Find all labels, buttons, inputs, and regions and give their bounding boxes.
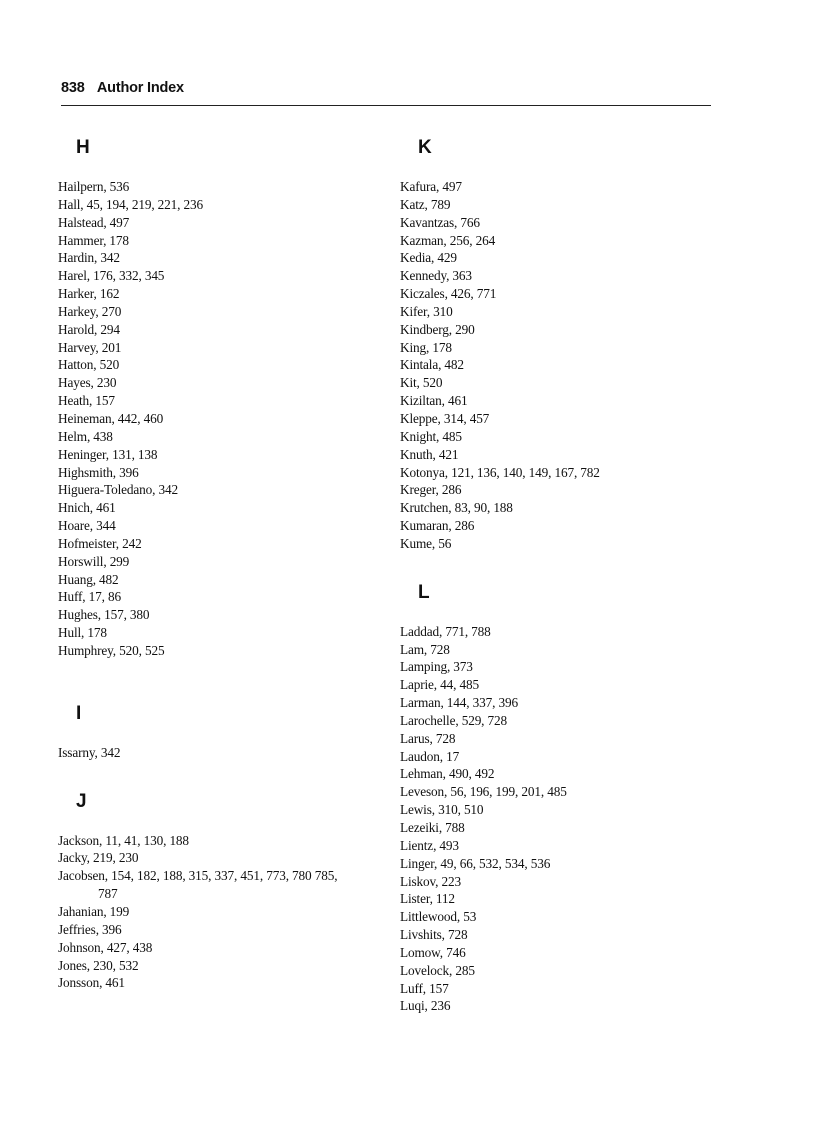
index-entry: Larochelle, 529, 728 [400,712,508,728]
index-entry: Knight, 485 [400,428,462,444]
index-entry: King, 178 [400,339,452,355]
section-letter-j: J [76,790,87,812]
page-header [61,80,184,96]
index-entry: Jackson, 11, 41, 130, 188 [58,832,189,848]
index-entry: Heath, 157 [58,393,115,409]
right-column [400,136,740,1015]
index-entry: Lewis, 310, 510 [400,802,484,818]
index-entry: Jacky, 219, 230 [58,850,139,866]
index-entry: Jeffries, 396 [58,921,122,937]
index-entry: Littlewood, 53 [400,909,477,925]
index-entry: Hatton, 520 [58,357,120,373]
index-entry: Hayes, 230 [58,375,117,391]
index-entry: Harold, 294 [58,321,120,337]
index-entry: Kumaran, 286 [400,518,475,534]
section-letter-i: I [76,702,82,724]
index-entry: Jacobsen, 154, 182, 188, 315, 337, 451, 773, 780 785, 787 [58,868,338,902]
section-letter-k: K [418,137,432,158]
index-entry: Kedia, 429 [400,250,457,266]
index-entry: Kintala, 482 [400,357,464,373]
index-entry: Huff, 17, 86 [58,589,121,605]
index-entry: Larus, 728 [400,730,456,746]
index-entry: Larman, 144, 337, 396 [400,695,518,711]
index-entry: Heineman, 442, 460 [58,410,164,426]
index-entry: Liskov, 223 [400,873,462,889]
index-entry: Kotonya, 121, 136, 140, 149, 167, 782 [400,464,600,480]
index-entry: Issarny, 342 [58,744,121,760]
index-entry: Kindberg, 290 [400,321,475,337]
index-entry: Laprie, 44, 485 [400,677,479,693]
entries-l [400,623,740,1016]
index-entry: Kit, 520 [400,375,443,391]
index-entry: Lamping, 373 [400,659,473,675]
index-entry: Helm, 438 [58,428,113,444]
index-entry: Lezeiki, 788 [400,820,465,835]
index-entry: Humphrey, 520, 525 [58,642,165,658]
entries-i [58,744,388,762]
index-entry: Hofmeister, 242 [58,535,142,551]
index-entry: Kleppe, 314, 457 [400,410,490,426]
index-entry: Hammer, 178 [58,232,129,248]
index-entry: Harvey, 201 [58,339,122,355]
index-entry: Harker, 162 [58,286,120,302]
index-entry: Johnson, 427, 438 [58,939,153,955]
entries-k [400,178,740,553]
index-entry: Hull, 178 [58,625,107,641]
index-entry: Luff, 157 [400,980,449,996]
index-entry: Lomow, 746 [400,944,466,960]
index-entry: Laddad, 771, 788 [400,623,491,639]
index-entry: Krutchen, 83, 90, 188 [400,500,513,516]
index-entry: Knuth, 421 [400,446,459,462]
index-entry: Luqi, 236 [400,998,451,1014]
index-entry: Higuera-Toledano, 342 [58,482,178,498]
index-entry: Halstead, 497 [58,214,130,230]
index-entry: Kazman, 256, 264 [400,232,496,248]
index-entry: Lehman, 490, 492 [400,766,495,782]
index-entry: Lientz, 493 [400,837,459,853]
index-entry: Lister, 112 [400,891,455,907]
entries-h [58,178,388,660]
index-entry: Kiczales, 426, 771 [400,286,497,302]
section-letter-l: L [418,581,430,603]
index-entry: Hoare, 344 [58,518,116,534]
index-entry: Laudon, 17 [400,748,460,764]
section-letter-h: H [76,137,90,158]
header-rule [61,105,711,106]
index-entry: Harel, 176, 332, 345 [58,268,165,284]
index-entry: Kennedy, 363 [400,268,472,284]
page-title: Author Index [96,80,184,96]
index-entry: Jahanian, 199 [58,904,130,919]
index-entry: Kreger, 286 [400,482,462,498]
index-entry: Harkey, 270 [58,303,122,319]
index-entry: Hall, 45, 194, 219, 221, 236 [58,196,204,212]
index-entry: Kifer, 310 [400,303,453,319]
page-number: 838 [61,80,85,96]
index-entry: Jones, 230, 532 [58,957,139,973]
index-entry: Kume, 56 [400,535,452,551]
index-entry: Highsmith, 396 [58,464,139,480]
index-entry: Lovelock, 285 [400,962,475,978]
index-entry: Linger, 49, 66, 532, 534, 536 [400,855,551,871]
index-entry: Livshits, 728 [400,927,468,943]
index-entry: Hughes, 157, 380 [58,607,150,623]
index-entry: Jonsson, 461 [58,975,125,991]
index-entry: Kafura, 497 [400,179,462,194]
index-entry: Kiziltan, 461 [400,393,468,409]
index-entry: Katz, 789 [400,196,451,212]
index-entry: Heninger, 131, 138 [58,446,158,462]
index-entry: Huang, 482 [58,571,119,587]
index-entry: Leveson, 56, 196, 199, 201, 485 [400,784,567,800]
index-entry: Horswill, 299 [58,553,130,569]
index-entry: Lam, 728 [400,641,450,657]
index-entry: Hardin, 342 [58,250,120,266]
entries-j [58,832,358,993]
index-entry: Kavantzas, 766 [400,214,480,230]
index-entry: Hnich, 461 [58,500,116,516]
left-column [58,136,388,992]
index-entry: Hailpern, 536 [58,179,130,194]
